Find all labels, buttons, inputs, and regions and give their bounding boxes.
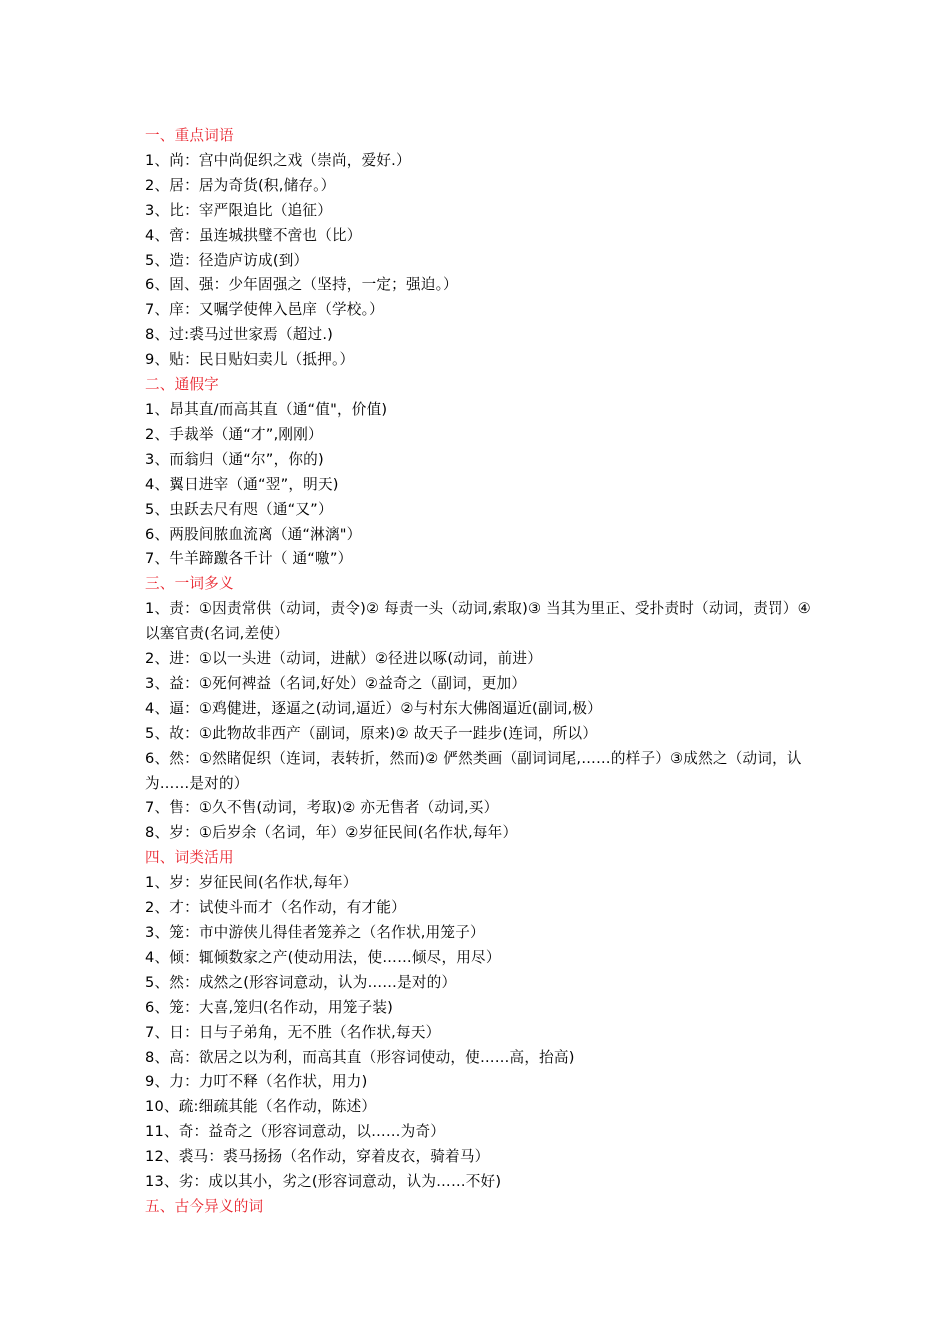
list-item: 8、岁：①后岁余（名词，年）②岁征民间(名作状,每年） [145, 824, 518, 842]
list-item: 1、昂其直/而高其直（通“值"，价值) [145, 400, 388, 418]
list-item: 5、造：径造庐访成(到） [145, 251, 309, 269]
document-page [145, 124, 825, 1220]
list-item: 6、然：①然睹促织（连词，表转折，然而)② 俨然类画（副词词尾,……的样子）③成然之（动词，认为……是对的） [145, 749, 802, 792]
section-heading: 二、通假字 [145, 376, 219, 394]
list-item: 9、力：力叮不释（名作状，用力) [145, 1073, 368, 1091]
list-item: 4、翼日进宰（通“翌”，明天) [145, 475, 339, 493]
list-item: 2、手裁举（通“才”,刚刚） [145, 425, 323, 443]
section-heading: 一、重点词语 [145, 127, 234, 144]
list-item: 6、两股间脓血流离（通“淋漓"） [145, 525, 362, 543]
list-item: 3、笼：市中游侠儿得佳者笼养之（名作状,用笼子） [145, 924, 485, 941]
section-heading: 四、词类活用 [145, 849, 234, 867]
list-item: 3、益：①死何裨益（名词,好处）②益奇之（副词，更加） [145, 674, 527, 692]
list-item: 10、疏:细疏其能（名作动，陈述） [145, 1098, 377, 1116]
list-item: 8、过:裘马过世家焉（超过.) [145, 326, 334, 344]
list-item: 12、裘马：裘马扬扬（名作动，穿着皮衣，骑着马） [145, 1148, 490, 1166]
list-item: 4、啻：虽连城拱璧不啻也（比） [145, 226, 362, 244]
list-item: 6、笼：大喜,笼归(名作动，用笼子装) [145, 998, 394, 1016]
list-item: 3、比：宰严限追比（追征） [145, 201, 333, 219]
section-heading: 五、古今异义的词 [145, 1197, 264, 1215]
list-item: 3、而翁归（通“尔”，你的) [145, 450, 324, 468]
list-item: 5、虫跃去尺有咫（通“又”） [145, 500, 333, 518]
list-item: 6、固、强：少年固强之（坚持，一定；强迫。） [145, 276, 458, 294]
list-item: 7、日：日与子弟角，无不胜（名作状,每天） [145, 1023, 441, 1041]
list-item: 1、尚：宫中尚促织之戏（崇尚，爱好.） [145, 151, 411, 169]
list-item: 1、责：①因责常供（动词，责令)② 每责一头（动词,索取)③ 当其为里正、受扑责时（动词，责罚）④以塞官责(名词,差使） [145, 600, 811, 643]
list-item: 5、然：成然之(形容词意动，认为……是对的） [145, 973, 457, 991]
list-item: 1、岁：岁征民间(名作状,每年） [145, 874, 358, 892]
list-item: 8、高：欲居之以为利，而高其直（形容词使动，使……高，抬高) [145, 1048, 575, 1066]
section-heading: 三、一词多义 [145, 575, 234, 593]
list-item: 2、才：试使斗而才（名作动，有才能） [145, 899, 406, 917]
list-item: 4、倾：辄倾数家之产(使动用法，使……倾尽，用尽） [145, 948, 501, 966]
list-item: 7、庠：又嘱学使俾入邑庠（学校。） [145, 301, 384, 319]
list-item: 2、居：居为奇货(积,储存。） [145, 176, 336, 194]
list-item: 9、贴：民日贴妇卖儿（抵押。） [145, 351, 355, 369]
list-item: 5、故：①此物故非西产（副词，原来)② 故天子一跬步(连词，所以） [145, 724, 598, 742]
list-item: 2、进：①以一头进（动词，进献）②径进以啄(动词，前进） [145, 650, 542, 668]
list-item: 4、逼：①鸡健进，逐逼之(动词,逼近）②与村东大佛阁逼近(副词,极） [145, 699, 602, 717]
list-item: 11、奇：益奇之（形容词意动，以……为奇） [145, 1123, 446, 1141]
list-item: 13、劣：成以其小，劣之(形容词意动，认为……不好) [145, 1173, 502, 1191]
list-item: 7、售：①久不售(动词，考取)② 亦无售者（动词,买） [145, 799, 499, 817]
list-item: 7、牛羊蹄躈各千计（ 通“噭”） [145, 550, 353, 568]
